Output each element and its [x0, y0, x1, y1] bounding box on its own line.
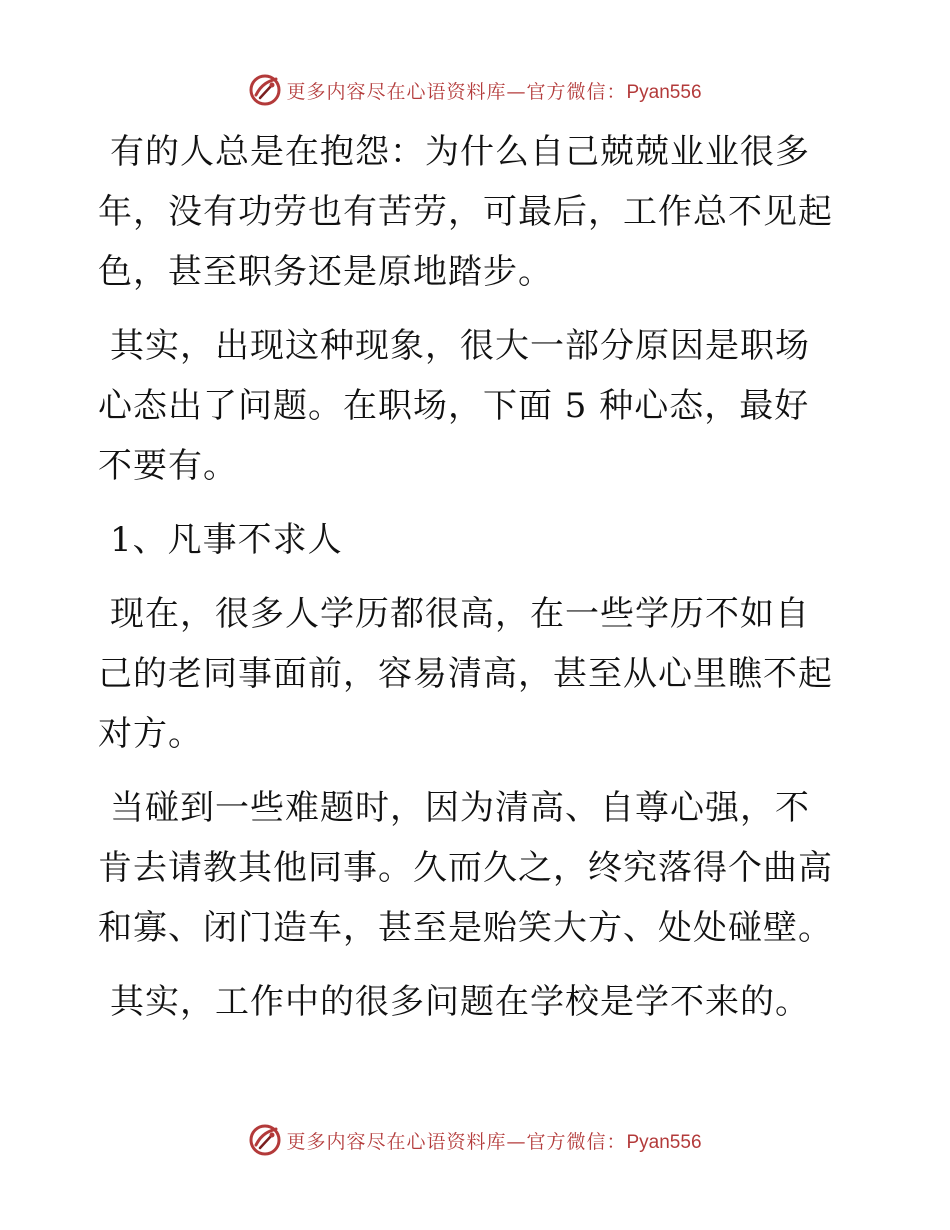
footer-wechat-id: Pyan556: [626, 1131, 702, 1153]
header-banner: [0, 70, 950, 110]
footer-banner: [0, 1120, 950, 1160]
paragraph-3: 现在，很多人学历都很高，在一些学历不如自己的老同事面前，容易清高，甚至从心里瞧不起对方。: [98, 594, 833, 754]
header-banner-text: 更多内容尽在心语资料库—官方微信：Pyan556: [286, 80, 702, 103]
brand-logo-icon: [248, 73, 282, 107]
paragraph-4: 当碰到一些难题时，因为清高、自尊心强，不肯去请教其他同事。久而久之，终究落得个曲高和寡、闭门造车，甚至是贻笑大方、处处碰壁。: [98, 788, 833, 948]
header-wechat-id: Pyan556: [626, 81, 702, 103]
section-heading-1: 1、凡事不求人: [110, 520, 343, 560]
article-body: [98, 122, 838, 1046]
paragraph-1: 有的人总是在抱怨：为什么自己兢兢业业很多年，没有功劳也有苦劳，可最后，工作总不见起色，甚至职务还是原地踏步。: [98, 132, 833, 292]
paragraph-2: 其实，出现这种现象，很大一部分原因是职场心态出了问题。在职场，下面 5 种心态，最好不要有。: [98, 326, 810, 486]
footer-banner-text: 更多内容尽在心语资料库—官方微信：Pyan556: [286, 1130, 702, 1153]
paragraph-5: 其实，工作中的很多问题在学校是学不来的。: [110, 982, 810, 1022]
brand-logo-icon: [248, 1123, 282, 1157]
